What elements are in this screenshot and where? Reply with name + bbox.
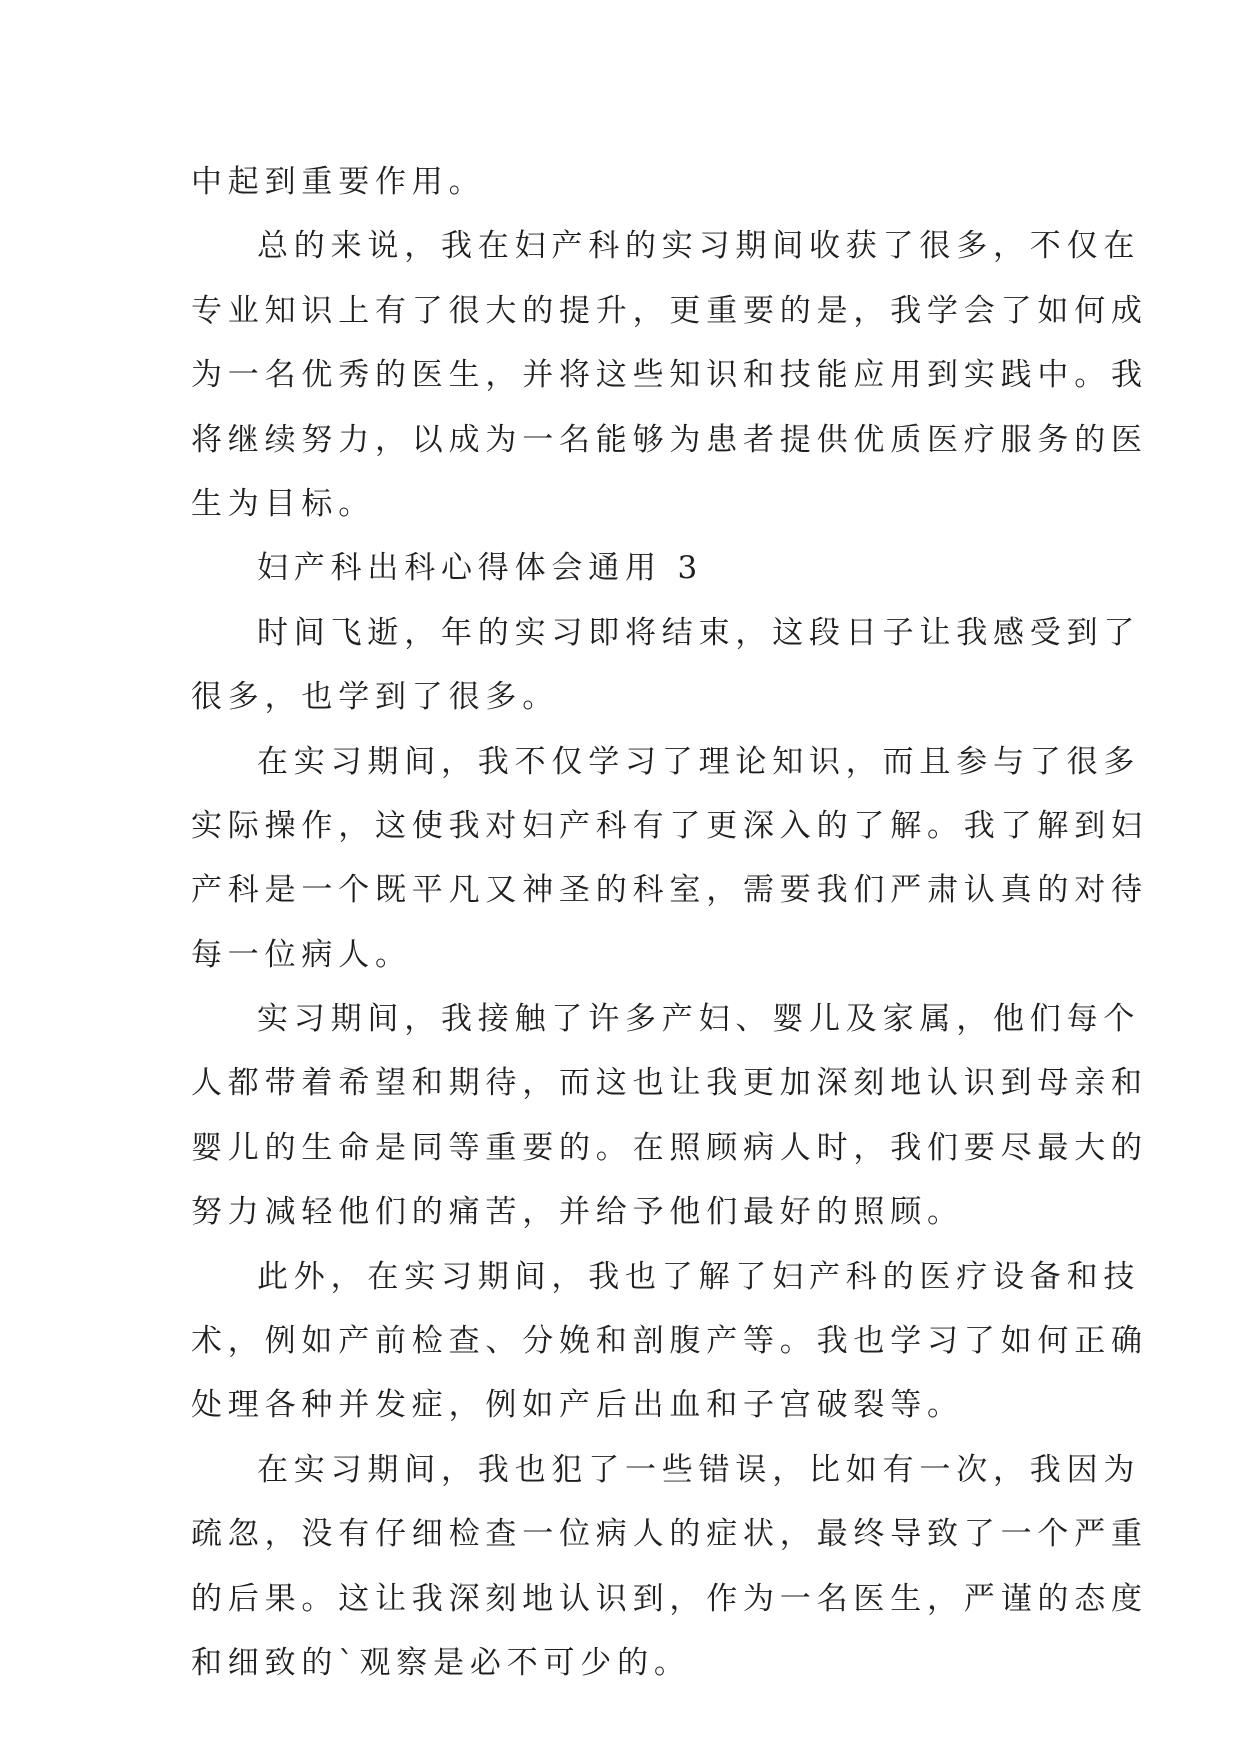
text-line: 专业知识上有了很大的提升，更重要的是，我学会了如何成 xyxy=(191,292,1148,329)
text-line: 将继续努力，以成为一名能够为患者提供优质医疗服务的医 xyxy=(191,421,1148,458)
text-line: 中起到重要作用。 xyxy=(191,164,486,200)
text-line: 为一名优秀的医生，并将这些知识和技能应用到实践中。我 xyxy=(191,357,1148,394)
text-line: 处理各种并发症，例如产后出血和子宫破裂等。 xyxy=(191,1387,964,1424)
text-line: 婴儿的生命是同等重要的。在照顾病人时，我们要尽最大的 xyxy=(191,1129,1148,1166)
paragraph-first-line: 总的来说，我在妇产科的实习期间收获了很多，不仅在 xyxy=(257,228,1141,265)
text-line: 术，例如产前检查、分娩和剖腹产等。我也学习了如何正确 xyxy=(191,1323,1148,1360)
text-line: 产科是一个既平凡又神圣的科室，需要我们严肃认真的对待 xyxy=(191,872,1148,909)
paragraph-first-line: 此外，在实习期间，我也了解了妇产科的医疗设备和技 xyxy=(257,1258,1141,1295)
paragraph-first-line: 时间飞逝，年的实习即将结束，这段日子让我感受到了 xyxy=(257,614,1141,651)
text-line: 生为目标。 xyxy=(191,485,375,522)
text-line: 和细致的`观察是必不可少的。 xyxy=(191,1644,691,1681)
text-line: 努力减轻他们的痛苦，并给予他们最好的照顾。 xyxy=(191,1194,964,1231)
text-line: 人都带着希望和期待，而这也让我更加深刻地认识到母亲和 xyxy=(191,1065,1148,1102)
text-line: 疏忽，没有仔细检查一位病人的症状，最终导致了一个严重 xyxy=(191,1516,1148,1553)
paragraph-first-line: 在实习期间，我不仅学习了理论知识，而且参与了很多 xyxy=(257,743,1141,780)
text-line: 的后果。这让我深刻地认识到，作为一名医生，严谨的态度 xyxy=(191,1580,1148,1617)
document-body xyxy=(191,150,1148,1695)
text-line: 每一位病人。 xyxy=(191,936,412,973)
paragraph-first-line: 实习期间，我接触了许多产妇、婴儿及家属，他们每个 xyxy=(257,1001,1141,1038)
paragraph-first-line: 在实习期间，我也犯了一些错误，比如有一次，我因为 xyxy=(257,1451,1141,1488)
text-line: 实际操作，这使我对妇产科有了更深入的了解。我了解到妇 xyxy=(191,807,1148,844)
text-line: 很多，也学到了很多。 xyxy=(191,679,559,716)
section-heading: 妇产科出科心得体会通用 3 xyxy=(257,550,703,587)
